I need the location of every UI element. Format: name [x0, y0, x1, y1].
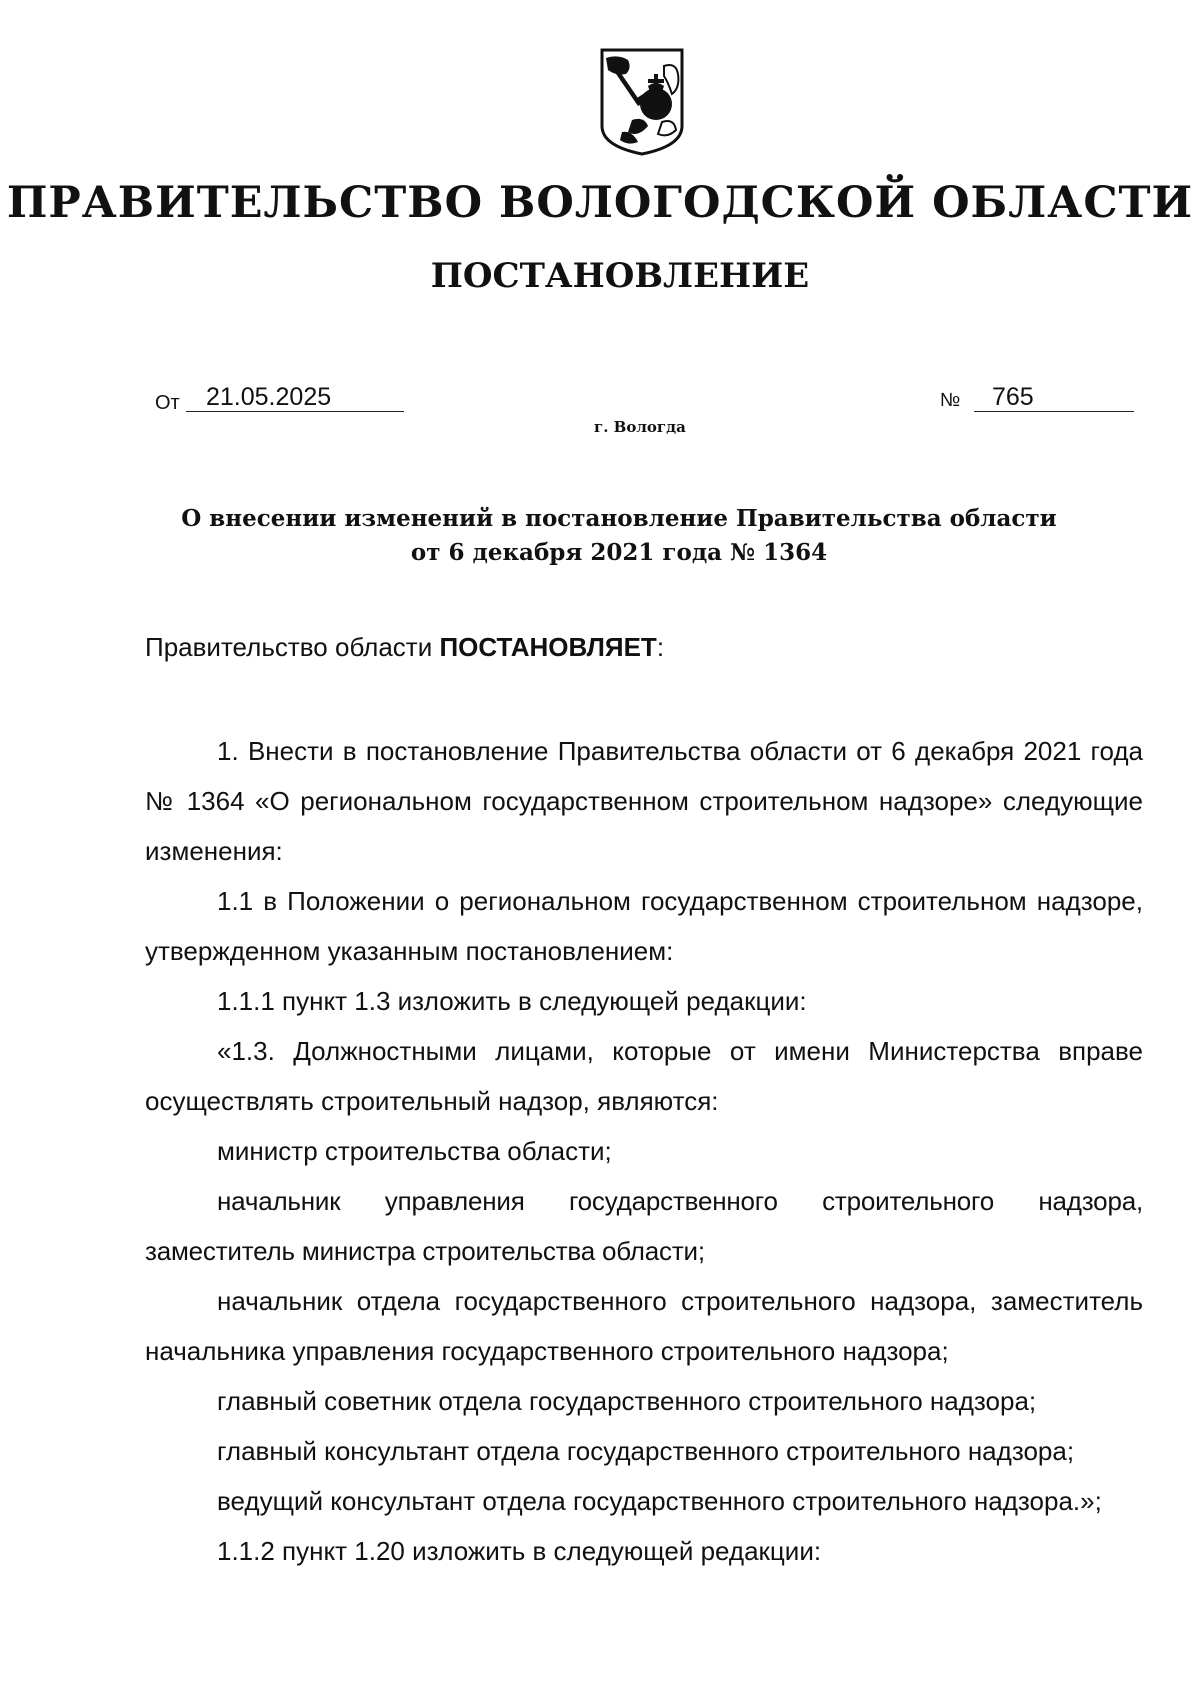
resolution-intro: [145, 632, 664, 663]
document-date: 21.05.2025: [186, 382, 404, 412]
paragraph: 1.1.2 пункт 1.20 изложить в следующей редакции:: [217, 1536, 822, 1566]
city: г. Вологда: [594, 418, 686, 436]
paragraph: главный советник отдела государственного строительного надзора;: [217, 1386, 1037, 1416]
paragraph: начальник отдела государственного строительного надзора, заместитель начальника управления государственного строительного надзора;: [145, 1286, 1143, 1366]
document-number: 765: [974, 382, 1134, 412]
government-title: ПРАВИТЕЛЬСТВО ВОЛОГОДСКОЙ ОБЛАСТИ: [6, 178, 1194, 228]
document-body: [145, 726, 1143, 1576]
intro-text: Правительство области: [145, 632, 440, 662]
intro-colon: :: [656, 632, 665, 662]
vologda-coat-of-arms-icon: [598, 46, 686, 158]
paragraph: ведущий консультант отдела государственного строительного надзора.»;: [217, 1486, 1102, 1516]
paragraph: 1.1.1 пункт 1.3 изложить в следующей редакции:: [217, 986, 807, 1016]
date-label: От: [155, 392, 180, 414]
paragraph: министр строительства области;: [217, 1136, 612, 1166]
heading-line-1: О внесении изменений в постановление Правительства области: [181, 505, 1057, 532]
paragraph: начальник управления государственного строительного надзора, заместитель министра строительства области;: [145, 1186, 1143, 1266]
number-label: №: [940, 390, 961, 411]
paragraph: 1. Внести в постановление Правительства области от 6 декабря 2021 года № 1364 «О региональном государственном строительном надзоре» следующие изменения:: [145, 736, 1143, 866]
heading-line-2: от 6 декабря 2021 года № 1364: [410, 539, 828, 566]
paragraph: «1.3. Должностными лицами, которые от имени Министерства вправе осуществлять строительный надзор, являются:: [145, 1036, 1143, 1116]
document-heading: [0, 502, 1200, 570]
document-type: ПОСТАНОВЛЕНИЕ: [430, 256, 810, 296]
paragraph: главный консультант отдела государственного строительного надзора;: [217, 1436, 1075, 1466]
paragraph: 1.1 в Положении о региональном государственном строительном надзоре, утвержденном указанным постановлением:: [145, 886, 1143, 966]
intro-emphasis: ПОСТАНОВЛЯЕТ: [439, 632, 657, 662]
